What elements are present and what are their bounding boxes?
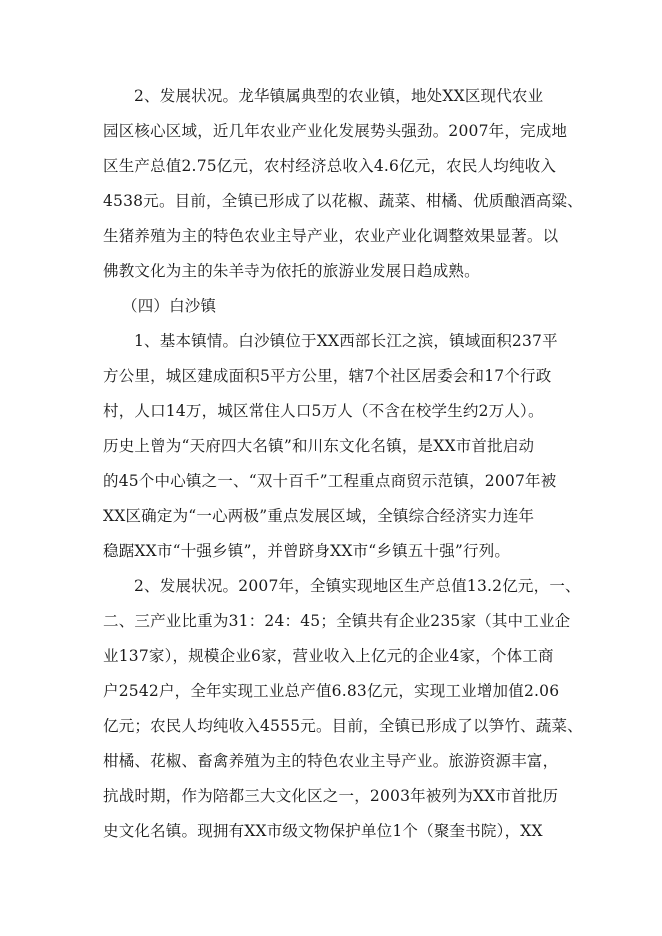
- para1-line2: 园区核心区域，近几年农业产业化发展势头强劲。2007年，完成地: [103, 122, 568, 140]
- para3-line4: 户2542户，全年实现工业总产值6.83亿元，实现工业增加值2.06: [103, 682, 560, 700]
- para3-line6: 柑橘、花椒、畜禽养殖为主的特色农业主导产业。旅游资源丰富，: [103, 752, 559, 770]
- para1-line4: 4538元。目前，全镇已形成了以花椒、蔬菜、柑橘、优质酿酒高粱、: [103, 192, 583, 210]
- para1-line5: 生猪养殖为主的特色农业主导产业，农业产业化调整效果显著。以: [103, 227, 559, 245]
- para2-line7: 稳踞XX市“十强乡镇”，并曾跻身XX市“乡镇五十强”行列。: [103, 542, 511, 560]
- para2-line6: XX区确定为“一心两极”重点发展区域，全镇综合经济实力连年: [103, 507, 535, 525]
- para2-line4: 历史上曾为“天府四大名镇”和川东文化名镇，是XX市首批启动: [103, 437, 535, 455]
- section-heading-baisha: （四）白沙镇: [122, 297, 217, 315]
- para2-line3: 村，人口14万，城区常住人口5万人（不含在校学生约2万人）。: [103, 402, 544, 420]
- para2-line2: 方公里，城区建成面积5平方公里，辖7个社区居委会和17个行政: [103, 367, 552, 385]
- para3-line7: 抗战时期，作为陪都三大文化区之一，2003年被列为XX市首批历: [103, 787, 559, 805]
- para3-line5: 亿元；农民人均纯收入4555元。目前，全镇已形成了以笋竹、蔬菜、: [103, 717, 583, 735]
- para2-line5: 的45个中心镇之一、“双十百千”工程重点商贸示范镇，2007年被: [103, 472, 557, 490]
- para1-line1: 2、发展状况。龙华镇属典型的农业镇，地处XX区现代农业: [134, 87, 544, 105]
- para1-line6: 佛教文化为主的朱羊寺为依托的旅游业发展日趋成熟。: [103, 262, 480, 280]
- para3-line2: 二、三产业比重为31：24：45；全镇共有企业235家（其中工业企: [103, 612, 571, 630]
- para3-line8: 史文化名镇。现拥有XX市级文物保护单位1个（聚奎书院），XX: [103, 822, 543, 840]
- para3-line3: 业137家），规模企业6家，营业收入上亿元的企业4家，个体工商: [103, 647, 554, 665]
- para2-line1: 1、基本镇情。白沙镇位于XX西部长江之滨，镇域面积237平: [134, 332, 558, 350]
- para3-line1: 2、发展状况。2007年，全镇实现地区生产总值13.2亿元，一、: [134, 577, 581, 595]
- para1-line3: 区生产总值2.75亿元，农村经济总收入4.6亿元，农民人均纯收入: [103, 157, 557, 175]
